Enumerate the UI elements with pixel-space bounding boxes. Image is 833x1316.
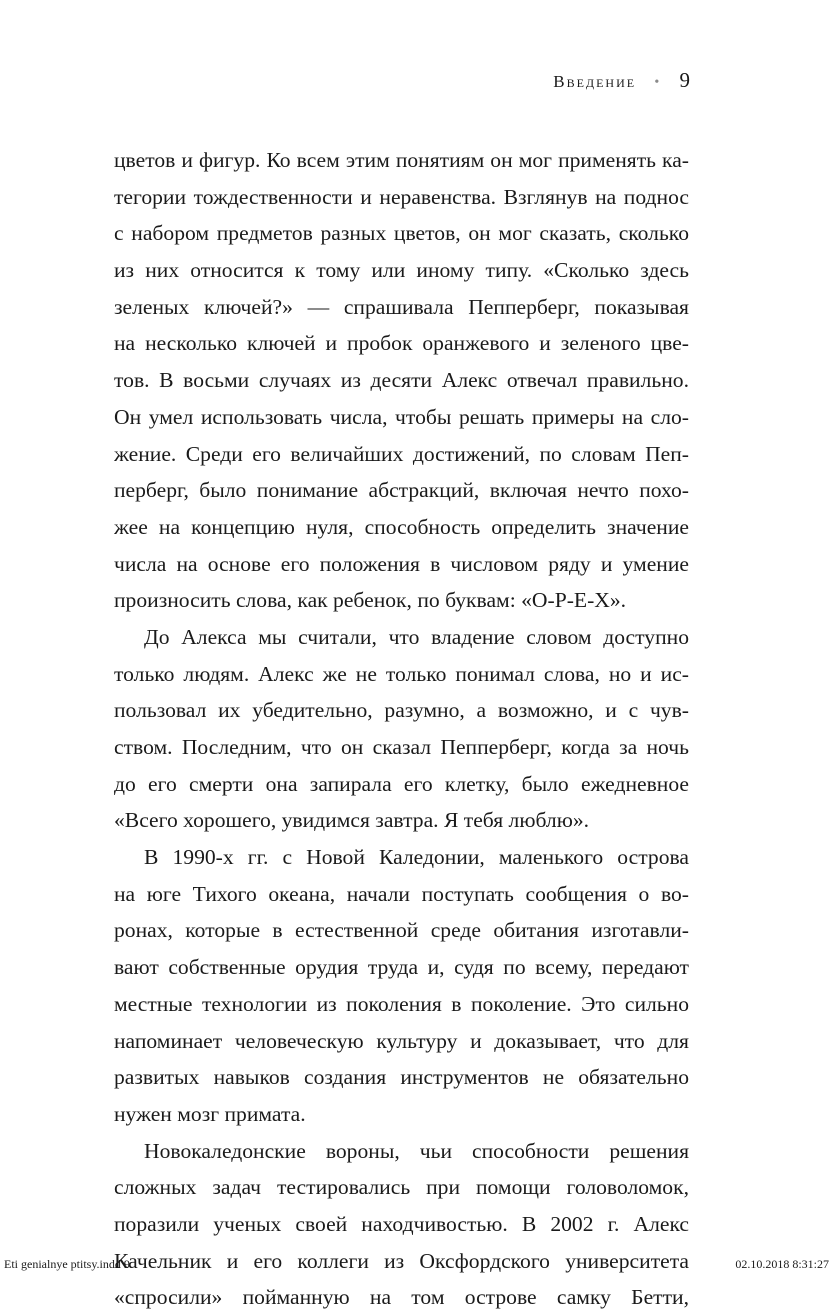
text-line: местные технологии из поколения в поколение. Это сильно (114, 991, 689, 1016)
text-line: Качельник и его коллеги из Оксфордского университета (114, 1248, 689, 1273)
text-line: поразили ученых своей находчивостью. В 2002 г. Алекс (114, 1211, 689, 1236)
text-line: на юге Тихого океана, начали поступать сообщения о во- (114, 881, 689, 906)
text-line: только людям. Алекс же не только понимал слова, но и ис- (114, 661, 689, 686)
print-timestamp: 02.10.2018 8:31:27 (735, 1257, 829, 1271)
text-line: с набором предметов разных цветов, он мог сказать, сколько (114, 221, 689, 246)
text-line: вают собственные орудия труда и, судя по всему, передают (114, 955, 689, 980)
text-line: жее на концепцию нуля, способность определить значение (114, 514, 689, 539)
text-line: цветов и фигур. Ко всем этим понятиям он мог применять ка- (114, 148, 689, 172)
text-line: Он умел использовать числа, чтобы решать примеры на сло- (114, 404, 689, 429)
text-line: До Алекса мы считали, что владение словом доступно (144, 624, 689, 649)
text-line: зеленых ключей?» — спрашивала Пепперберг, показывая (114, 294, 689, 319)
running-head (0, 68, 690, 93)
body-text (114, 142, 689, 1316)
text-line: сложных задач тестировались при помощи головоломок, (114, 1175, 689, 1200)
text-line: произносить слова, как ребенок, по буквам: «О-Р-Е-Х». (114, 588, 627, 613)
text-line: развитых навыков создания инструментов не обязательно (114, 1065, 689, 1090)
text-line: ством. Последним, что он сказал Пепперберг, когда за ночь (114, 735, 689, 759)
text-line: тов. В восьми случаях из десяти Алекс отвечал правильно. (114, 368, 689, 393)
text-line: напоминает человеческую культуру и доказывает, что для (114, 1028, 689, 1053)
text-line: числа на основе его положения в числовом ряду и умение (114, 551, 689, 576)
text-line: на несколько ключей и пробок оранжевого и зеленого цве- (114, 331, 689, 356)
text-line: из них относится к тому или иному типу. «Сколько здесь (114, 258, 689, 283)
text-line: до его смерти она запирала его клетку, было ежедневное (114, 771, 689, 796)
file-label: Eti genialnye ptitsy.indd 9 (4, 1257, 130, 1271)
text-line: «спросили» пойманную на том острове самку Бетти, (114, 1285, 689, 1310)
text-line: перберг, было понимание абстракций, включая нечто похо- (114, 478, 689, 503)
text-line: «Всего хорошего, увидимся завтра. Я тебя люблю». (114, 808, 590, 833)
text-line: пользовал их убедительно, разумно, а возможно, и с чув- (114, 698, 689, 723)
text-line: Новокаледонские вороны, чьи способности решения (144, 1138, 689, 1163)
text-line: нужен мозг примата. (114, 1101, 306, 1126)
text-line: В 1990-х гг. с Новой Каледонии, маленького острова (144, 845, 689, 870)
text-line: тегории тождественности и неравенства. Взглянув на поднос (114, 184, 689, 209)
text-line: жение. Среди его величайших достижений, по словам Пеп- (114, 441, 689, 466)
section-title: Введение (553, 72, 637, 91)
bullet-icon: • (654, 75, 660, 90)
page-number: 9 (679, 68, 690, 92)
text-line: ронах, которые в естественной среде обитания изготавли- (114, 918, 689, 943)
